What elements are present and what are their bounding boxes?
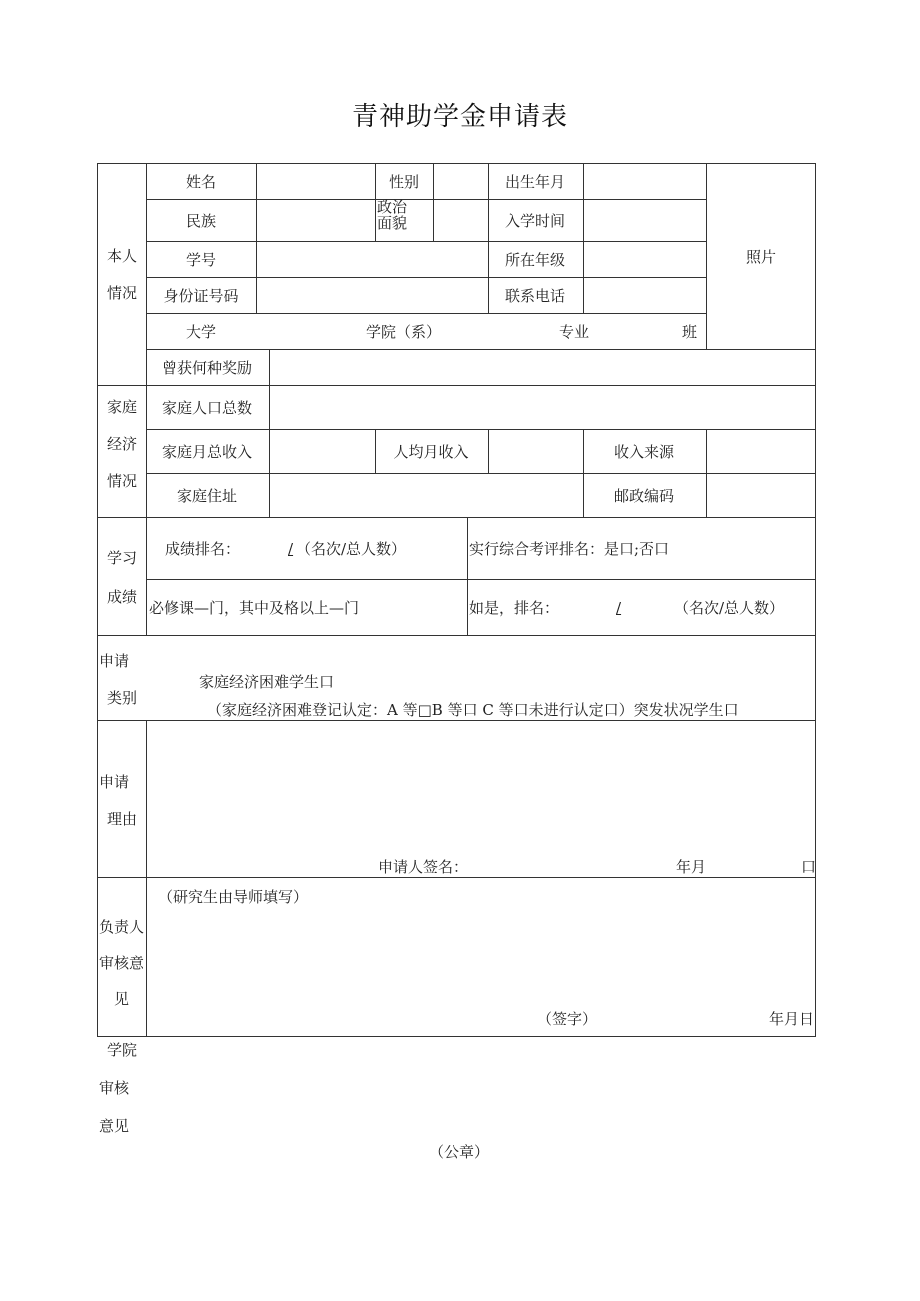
birth-date-field[interactable]: [584, 164, 705, 199]
phone-field[interactable]: [584, 278, 705, 313]
student-id-label: 学号: [185, 251, 217, 269]
home-address-field[interactable]: [270, 474, 582, 517]
comprehensive-ranking-label: 实行综合考评排名：是口;否口: [469, 540, 670, 558]
section-college-review-label: 意见: [99, 1117, 130, 1135]
postcode-field[interactable]: [707, 474, 815, 517]
awards-label: 曾获何种奖励: [161, 359, 253, 377]
reason-date-box: 口: [801, 858, 817, 876]
if-yes-rank-unit: （名次/总人数）: [674, 599, 785, 617]
college-label: 学院（系）: [366, 323, 442, 341]
phone-label: 联系电话: [504, 287, 566, 305]
section-reason-label: 理由: [107, 810, 138, 828]
table-border-bottom: [97, 1036, 816, 1037]
section-personal-label: 情况: [107, 284, 138, 302]
rank-slash: /: [288, 540, 294, 558]
income-source-field[interactable]: [707, 430, 815, 473]
section-family-label: 情况: [107, 472, 138, 490]
reason-date-label: 年月: [676, 858, 707, 876]
enroll-date-field[interactable]: [584, 200, 705, 241]
required-courses-text: 必修课—门，其中及格以上—门: [149, 599, 360, 617]
class-label: 班: [682, 323, 698, 341]
table-border-left: [97, 163, 98, 1037]
ethnicity-field[interactable]: [257, 200, 374, 241]
rank-unit: （名次/总人数）: [296, 540, 407, 558]
section-supervisor-label: 审核意: [99, 954, 145, 972]
photo-column-divider: [706, 163, 707, 349]
label-column-divider: [146, 163, 147, 635]
if-yes-rank-slash: /: [616, 599, 622, 617]
section-divider: [97, 877, 816, 878]
column-divider: [375, 429, 376, 473]
awards-field[interactable]: [270, 350, 815, 385]
section-college-review-label: 学院: [107, 1041, 138, 1059]
applicant-signature-label: 申请人签名：: [378, 858, 469, 876]
major-label: 专业: [559, 323, 590, 341]
political-status-label: 面貌: [377, 214, 408, 232]
section-family-label: 经济: [107, 435, 138, 453]
postcode-label: 邮政编码: [613, 487, 675, 505]
birth-date-label: 出生年月: [504, 173, 566, 191]
column-divider: [375, 163, 376, 241]
student-id-field[interactable]: [257, 242, 487, 277]
form-title: 青神助学金申请表: [351, 102, 568, 132]
section-divider: [97, 517, 816, 518]
supervisor-sign-label: （签字）: [537, 1010, 598, 1028]
family-population-label: 家庭人口总数: [161, 399, 253, 417]
supervisor-opinion-field[interactable]: [147, 910, 815, 1005]
family-population-field[interactable]: [270, 386, 815, 429]
section-family-label: 家庭: [107, 398, 138, 416]
enroll-date-label: 入学时间: [504, 212, 566, 230]
income-source-label: 收入来源: [613, 443, 675, 461]
section-personal-label: 本人: [107, 247, 138, 265]
name-label: 姓名: [185, 173, 217, 191]
gender-label: 性别: [388, 173, 420, 191]
rank-label: 成绩排名：: [165, 540, 241, 558]
if-yes-rank-label: 如是，排名：: [469, 599, 560, 617]
university-label: 大学: [186, 323, 217, 341]
section-category-label: 类别: [107, 689, 138, 707]
supervisor-note: （研究生由导师填写）: [158, 888, 309, 906]
section-college-review-label: 审核: [99, 1079, 130, 1097]
per-capita-income-label: 人均月收入: [393, 443, 469, 461]
id-card-field[interactable]: [257, 278, 487, 313]
section-supervisor-label: 负责人: [99, 918, 145, 936]
family-monthly-income-label: 家庭月总收入: [161, 443, 253, 461]
column-divider: [488, 163, 489, 313]
column-divider: [467, 517, 468, 635]
table-border-right: [815, 163, 816, 1037]
category-option-hardship[interactable]: 家庭经济困难学生口: [199, 673, 335, 691]
section-supervisor-label: 见: [114, 990, 130, 1008]
supervisor-date-label: 年月日: [769, 1010, 815, 1028]
section-study-label: 学习: [107, 549, 138, 567]
photo-label: 照片: [745, 248, 777, 266]
reason-field[interactable]: [147, 721, 815, 851]
section-study-label: 成绩: [107, 588, 138, 606]
political-status-label: 政治: [377, 198, 408, 216]
grade-field[interactable]: [584, 242, 705, 277]
category-option-certification[interactable]: （家庭经济困难登记认定：A 等□B 等口 C 等口未进行认定口）突发状况学生口: [207, 701, 739, 719]
column-divider: [583, 429, 584, 517]
family-monthly-income-field[interactable]: [270, 430, 374, 473]
section-divider: [97, 635, 816, 636]
id-card-label: 身份证号码: [163, 287, 239, 305]
name-field[interactable]: [257, 164, 374, 199]
gender-field[interactable]: [434, 164, 487, 199]
per-capita-income-field[interactable]: [489, 430, 582, 473]
political-status-field[interactable]: [434, 200, 487, 241]
section-reason-label: 申请: [99, 773, 130, 791]
grade-label: 所在年级: [504, 251, 566, 269]
official-seal-label: （公章）: [428, 1143, 490, 1161]
row-divider: [146, 579, 816, 580]
ethnicity-label: 民族: [185, 212, 217, 230]
row-divider: [146, 313, 706, 314]
section-category-label: 申请: [99, 652, 130, 670]
home-address-label: 家庭住址: [176, 487, 238, 505]
